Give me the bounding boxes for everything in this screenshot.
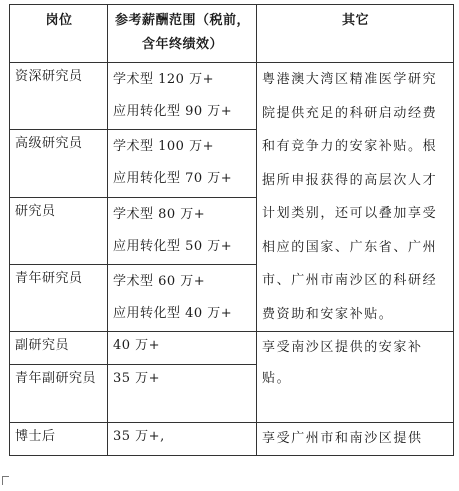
salary-line: 学术型 60 万+ xyxy=(113,273,206,289)
table-row xyxy=(10,423,454,456)
salary-table xyxy=(9,4,454,456)
page-cutoff xyxy=(0,474,459,491)
salary-cell xyxy=(108,130,257,197)
salary-cell xyxy=(108,264,257,331)
position-cell: 博士后 xyxy=(10,423,108,456)
other-notes-cell xyxy=(257,332,454,423)
table-row xyxy=(10,63,454,130)
table-header-row xyxy=(10,5,454,63)
salary-cell: 35 万+, xyxy=(108,423,257,456)
table-row xyxy=(10,332,454,365)
other-note-postdoc: 享受广州市和南沙区提供 xyxy=(262,431,423,446)
crop-mark xyxy=(2,476,9,485)
other-notes-cell xyxy=(257,423,454,456)
other-notes-cell xyxy=(257,63,454,332)
salary-cell xyxy=(108,63,257,130)
position-cell: 研究员 xyxy=(10,197,108,264)
salary-line: 应用转化型 50 万+ xyxy=(113,238,233,254)
salary-cell: 40 万+ xyxy=(108,332,257,365)
position-cell: 高级研究员 xyxy=(10,130,108,197)
position-cell: 副研究员 xyxy=(10,332,108,365)
header-other: 其它 xyxy=(257,5,454,63)
salary-cell xyxy=(108,197,257,264)
position-cell: 青年副研究员 xyxy=(10,365,108,423)
salary-line: 应用转化型 40 万+ xyxy=(113,305,233,321)
salary-line: 学术型 80 万+ xyxy=(113,206,206,222)
position-cell: 青年研究员 xyxy=(10,264,108,331)
position-cell: 资深研究员 xyxy=(10,63,108,130)
salary-line: 应用转化型 90 万+ xyxy=(113,104,233,119)
salary-line: 应用转化型 70 万+ xyxy=(113,171,233,187)
header-position: 岗位 xyxy=(10,5,108,63)
salary-line: 学术型 120 万+ xyxy=(113,72,214,87)
header-salary: 参考薪酬范围（税前，含年终绩效） xyxy=(108,5,257,63)
other-note-housing: 享受南沙区提供的安家补贴。 xyxy=(262,340,423,386)
other-note-main: 粤港澳大湾区精准医学研究院提供充足的科研启动经费和有竞争力的安家补贴。根据所申报获得的高层次人才计划类别，还可以叠加享受相应的国家、广东省、广州市、广州市南沙区的科研经费资助和安家补贴。 xyxy=(262,72,438,322)
salary-cell: 35 万+ xyxy=(108,365,257,423)
salary-line: 学术型 100 万+ xyxy=(113,139,214,155)
